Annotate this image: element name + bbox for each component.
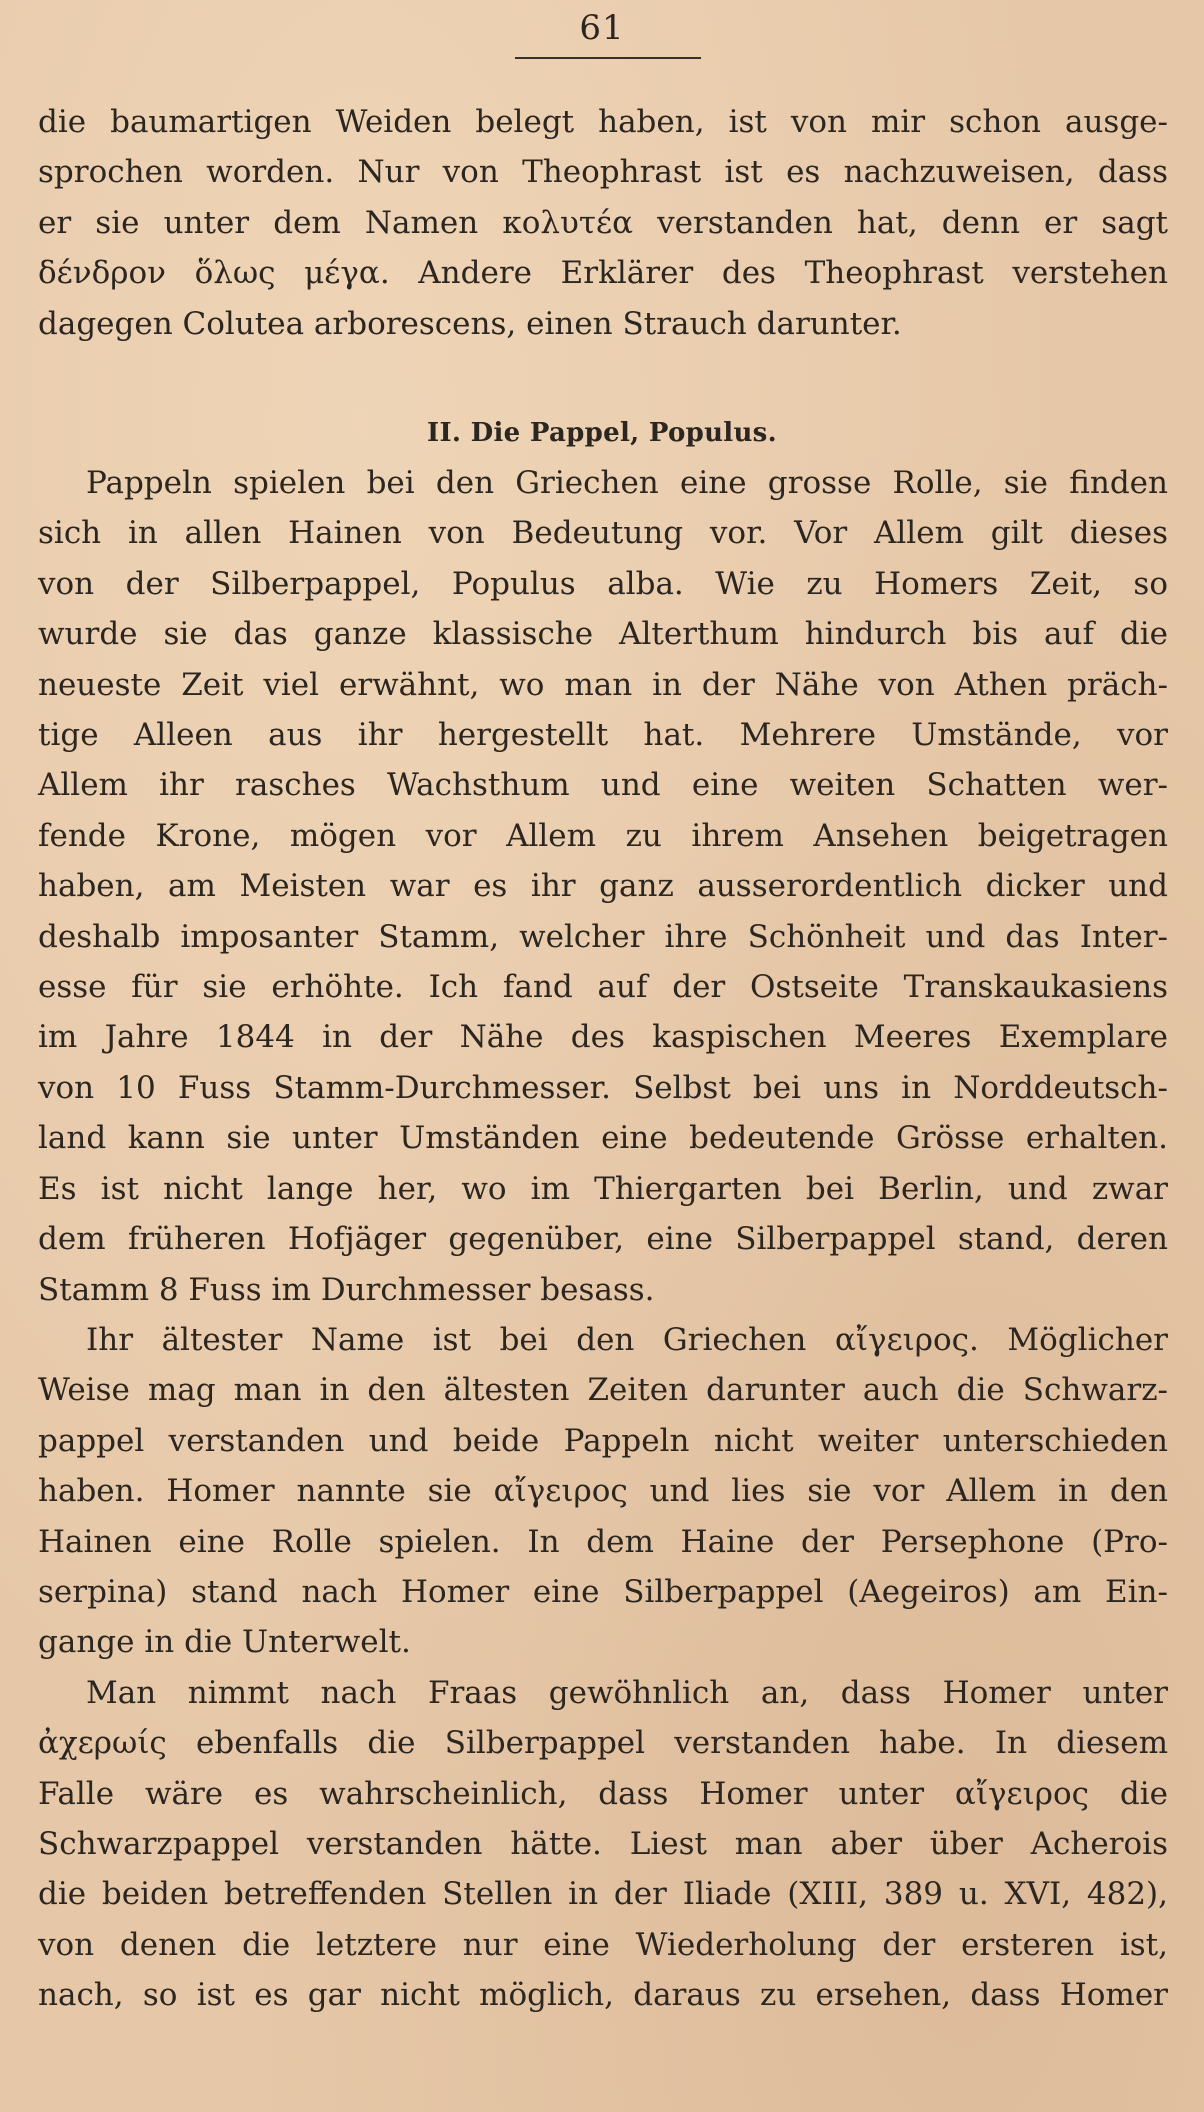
intro-paragraph xyxy=(38,97,1168,349)
text-line: deshalb imposanter Stamm, welcher ihre Schönheit und das Inter- xyxy=(38,918,1168,955)
header-rule xyxy=(515,57,701,59)
text-line: Hainen eine Rolle spielen. In dem Haine der Persephone (Pro- xyxy=(38,1523,1168,1560)
text-line: dagegen Colutea arborescens, einen Strauch darunter. xyxy=(38,305,902,342)
text-line: Stamm 8 Fuss im Durchmesser besass. xyxy=(38,1271,655,1308)
text-line: Es ist nicht lange her, wo im Thiergarten bei Berlin, und zwar xyxy=(38,1170,1168,1207)
text-line: er sie unter dem Namen κολυτέα verstanden hat, denn er sagt xyxy=(38,204,1168,241)
text-line: die baumartigen Weiden belegt haben, ist von mir schon ausge- xyxy=(38,104,1168,140)
section-body xyxy=(38,458,1168,2021)
text-line: δένδρον ὅλως μέγα. Andere Erklärer des Theophrast verstehen xyxy=(38,255,1168,292)
text-line: von denen die letztere nur eine Wiederholung der ersteren ist, xyxy=(38,1926,1168,1963)
text-line: esse für sie erhöhte. Ich fand auf der Ostseite Transkaukasiens xyxy=(38,969,1168,1006)
text-line: Weise mag man in den ältesten Zeiten darunter auch die Schwarz- xyxy=(38,1372,1168,1409)
text-line: tige Alleen aus ihr hergestellt hat. Mehrere Umstände, vor xyxy=(38,717,1168,754)
text-line: Schwarzpappel verstanden hätte. Liest man aber über Acherois xyxy=(38,1825,1168,1862)
text-line: Allem ihr rasches Wachsthum und eine weiten Schatten wer- xyxy=(38,767,1168,804)
text-line: fende Krone, mögen vor Allem zu ihrem Ansehen beigetragen xyxy=(38,817,1168,854)
page-number: 61 xyxy=(579,8,625,48)
text-line: nach, so ist es gar nicht möglich, daraus zu ersehen, dass Homer xyxy=(38,1977,1168,2014)
text-line: die beiden betreffenden Stellen in der Iliade (XIII, 389 u. XVI, 482), xyxy=(38,1876,1168,1913)
text-line: von 10 Fuss Stamm-Durchmesser. Selbst bei uns in Norddeutsch- xyxy=(38,1069,1168,1106)
text-line: land kann sie unter Umständen eine bedeutende Grösse erhalten. xyxy=(38,1120,1168,1157)
text-line: haben, am Meisten war es ihr ganz ausserordentlich dicker und xyxy=(38,868,1168,905)
section-heading: II. Die Pappel, Populus. xyxy=(427,418,777,448)
text-line: neueste Zeit viel erwähnt, wo man in der Nähe von Athen präch- xyxy=(38,666,1168,703)
text-line: serpina) stand nach Homer eine Silberpappel (Aegeiros) am Ein- xyxy=(38,1573,1168,1610)
text-line: von der Silberpappel, Populus alba. Wie zu Homers Zeit, so xyxy=(38,565,1168,602)
text-line: pappel verstanden und beide Pappeln nicht weiter unterschieden xyxy=(38,1422,1168,1459)
text-line: Falle wäre es wahrscheinlich, dass Homer unter αἴγειρος die xyxy=(38,1775,1168,1812)
text-line: ἀχερωίς ebenfalls die Silberpappel verstanden habe. In diesem xyxy=(38,1725,1168,1762)
text-line: dem früheren Hofjäger gegenüber, eine Silberpappel stand, deren xyxy=(38,1221,1168,1258)
text-line: Man nimmt nach Fraas gewöhnlich an, dass Homer unter xyxy=(86,1674,1168,1711)
text-line: haben. Homer nannte sie αἴγειρος und lies sie vor Allem in den xyxy=(38,1473,1168,1510)
text-line: wurde sie das ganze klassische Alterthum hindurch bis auf die xyxy=(38,616,1168,653)
text-line: gange in die Unterwelt. xyxy=(38,1624,411,1661)
text-line: sich in allen Hainen von Bedeutung vor. Vor Allem gilt dieses xyxy=(38,515,1168,552)
text-line: sprochen worden. Nur von Theophrast ist es nachzuweisen, dass xyxy=(38,154,1168,191)
text-line: Pappeln spielen bei den Griechen eine grosse Rolle, sie finden xyxy=(86,465,1168,501)
text-line: im Jahre 1844 in der Nähe des kaspischen Meeres Exemplare xyxy=(38,1019,1168,1056)
text-line: Ihr ältester Name ist bei den Griechen αἴγειρος. Möglicher xyxy=(86,1321,1168,1358)
